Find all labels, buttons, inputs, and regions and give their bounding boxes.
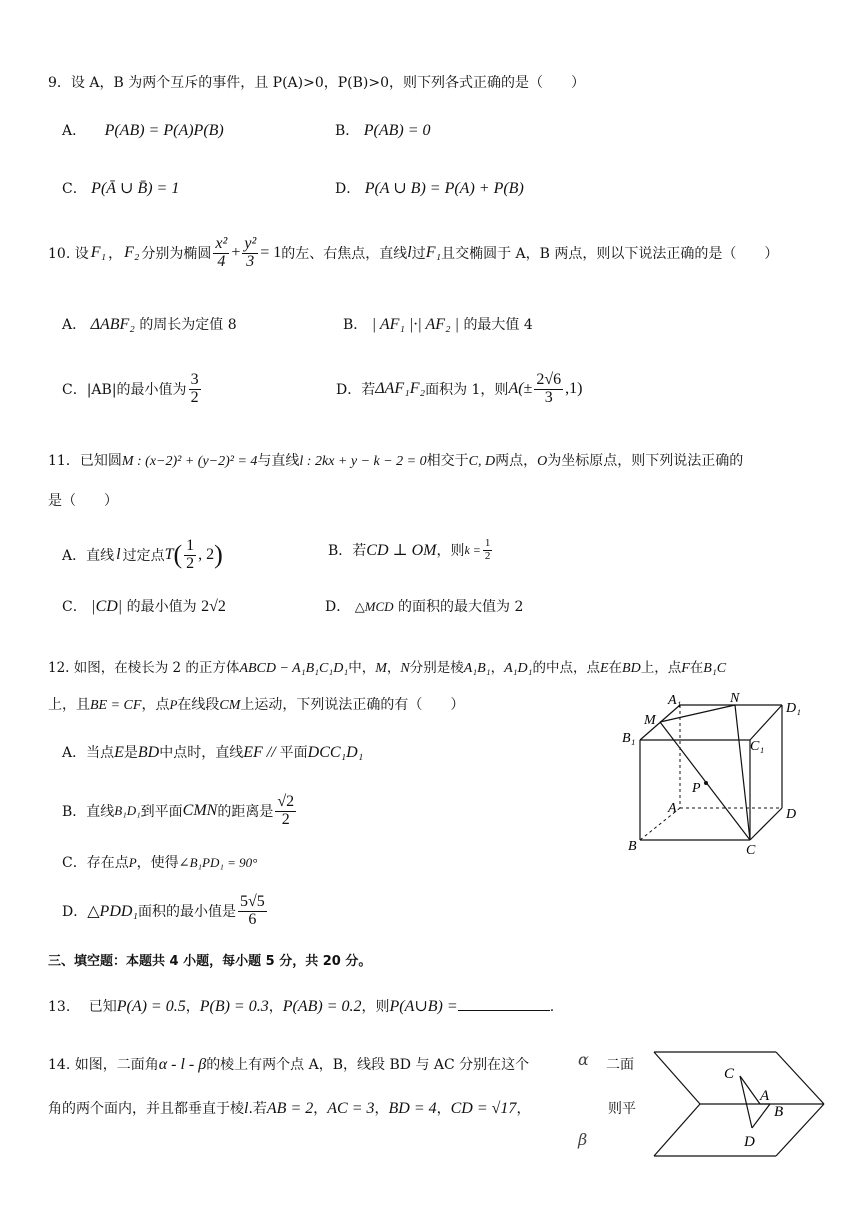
point-p — [704, 781, 708, 785]
q9-option-a — [62, 120, 224, 140]
label-a1: A₁ — [668, 693, 682, 708]
label-c1: C₁ — [750, 739, 765, 754]
option-math: 2√2 — [201, 598, 226, 615]
stem-text: 为坐标原点，则下列说法正确的 — [547, 453, 744, 469]
option-label: A． — [62, 548, 87, 565]
q10-option-c — [62, 372, 203, 407]
q13: 13. 已知P(A) = 0.5，P(B) = 0.3，P(AB) = 0.2，则P(A∪B) = . — [48, 998, 555, 1015]
math-l: l — [407, 244, 412, 262]
q12-stem-line1: 12. 如图，在棱长为 2 的正方体ABCD − A₁B₁C₁D₁中，M，N分别是棱A₁B₁，A₁D₁的中点，点E在BD上，点F在B₁C — [48, 660, 727, 676]
q12-stem-line2: 上，且BE = CF，点P在线段CM上运动，下列说法正确的有（ ） — [48, 697, 465, 713]
segment-db — [752, 1104, 770, 1128]
fraction: $\frac{\text{y²}}{3}$ — [244, 235, 257, 270]
option-math: , 2 — [198, 546, 215, 564]
cube-figure — [610, 690, 810, 860]
alpha-glyph: α — [578, 1050, 589, 1069]
q12-option-b: B． 直线 B₁D₁ 到平面 CMN 的距离是 $\frac{√2}{2}$ — [62, 793, 295, 828]
label-d: D — [744, 1134, 755, 1150]
label-b: B — [774, 1104, 784, 1120]
stem-text: 的左、右焦点，直线 — [281, 246, 408, 263]
option-math: |CD| — [91, 598, 123, 615]
label-d: D — [786, 807, 797, 822]
option-label: D． — [336, 382, 362, 399]
beta-glyph: β — [578, 1130, 588, 1149]
q10-option-d — [336, 372, 582, 407]
equals-one: = 1 — [260, 244, 282, 262]
fraction: $\frac{√2}{2}$ — [277, 793, 295, 828]
q11-option-d — [325, 596, 523, 616]
fraction: $\frac{1}{2}$ — [484, 537, 491, 562]
option-math: P(A ∪ B) = P(A) + P(B) — [364, 180, 524, 197]
stem-text: 过 — [411, 246, 426, 263]
q12-option-c: C．存在点P，使得∠B₁PD₁ = 90° — [62, 855, 258, 871]
plane-edge — [654, 1104, 700, 1156]
option-text: ，则 — [436, 543, 465, 560]
option-label: D． — [335, 181, 361, 197]
math-l: l — [116, 546, 121, 564]
label-b: B — [628, 839, 637, 854]
option-label: B． — [343, 317, 368, 333]
math-f1: F₁ — [90, 244, 107, 262]
q11-stem — [48, 450, 743, 470]
stem-text: 且交椭圆于 A，B 两点，则以下说法正确的是（ ） — [441, 246, 779, 263]
label-c: C — [746, 843, 756, 858]
option-label: C． — [62, 181, 87, 197]
option-text: 的最大值 4 — [463, 317, 533, 333]
option-math: k = — [464, 542, 481, 557]
plane-edge — [776, 1052, 824, 1104]
option-label: C． — [62, 382, 87, 399]
option-label: B． — [335, 123, 360, 139]
section-heading: 三、填空题：本题共 4 小题，每小题 5 分，共 20 分。 — [48, 954, 372, 969]
math-t: T — [164, 546, 174, 564]
option-text: 若 — [352, 543, 367, 560]
answer-blank[interactable] — [458, 996, 550, 1011]
q9-stem: 9．设 A，B 为两个互斥的事件，且 P(A)>0，P(B)>0，则下列各式正确的是（ ） — [48, 75, 586, 91]
stem-text: 11．已知圆 — [48, 453, 122, 469]
label-d1: D₁ — [786, 701, 801, 716]
q14-line1-end: 二面 — [606, 1057, 634, 1073]
stem-text: 10. 设 — [48, 246, 89, 263]
fraction: $\frac{3}{2}$ — [190, 371, 199, 406]
line-equation: l : 2kx + y − k − 2 = 0 — [299, 454, 427, 469]
option-math: ΔABF₂ — [90, 316, 135, 333]
option-math: CD ⊥ OM — [366, 542, 437, 560]
q9-option-c — [62, 178, 179, 198]
option-math: P(AB) = 0 — [363, 122, 431, 139]
q11-option-a: A． 直线 l 过定点 T ( $\frac{1}{2}$ , 2 ) — [62, 537, 223, 572]
q14-line2: 角的两个面内，并且都垂直于棱l.若AB = 2，AC = 3，BD = 4，CD = √17， — [48, 1100, 531, 1117]
math-o: O — [537, 454, 548, 469]
option-math: P(Ā ∪ B̄) = 1 — [91, 180, 180, 197]
plane-edge — [776, 1104, 824, 1156]
q9-option-d — [335, 178, 524, 198]
option-label: A． — [62, 317, 87, 333]
fraction: $\frac{\text{x²}}{4}$ — [215, 235, 228, 270]
q11-option-b — [328, 538, 494, 562]
q12-option-d: D． △PDD₁ 面积的最小值是 $\frac{5√5}{6}$ — [62, 893, 265, 928]
label-b1: B₁ — [622, 731, 636, 746]
plus-sign: + — [231, 244, 241, 262]
dihedral-figure — [652, 1046, 830, 1162]
option-label: D． — [325, 599, 351, 615]
q10-option-a — [62, 314, 237, 334]
option-label: A． — [62, 123, 87, 139]
segment-nc — [735, 705, 750, 840]
label-a: A — [668, 801, 677, 816]
q14-line2-end: 则平 — [608, 1101, 636, 1117]
option-math: △MCD — [354, 599, 394, 614]
q10-stem: 10. 设 F₁ ， F₂ 分别为椭圆 $\frac{\text{x²}}{4}$ + $\frac{\text{y²}}{3}$ = 1 的左、右焦点，直线 l 过 F₁ 且交椭圆于 A，B 两点，则以下说法正确的是（ ） — [48, 235, 779, 270]
q12-option-a: A．当点E是BD中点时，直线EF // 平面DCC₁D₁ — [62, 744, 364, 761]
option-text: 面积为 1，则 — [425, 382, 509, 399]
fraction: $\frac{2√6}{3}$ — [536, 371, 562, 406]
edge — [750, 808, 782, 840]
stem-text: 两点， — [495, 453, 538, 469]
edge — [750, 705, 782, 740]
option-math: ΔAF₁F₂ — [375, 380, 426, 398]
q10-option-b — [343, 314, 533, 334]
option-math: A(± — [508, 380, 533, 398]
q14-line1: 14. 如图，二面角α - l - β的棱上有两个点 A，B，线段 BD 与 AC 分别在这个 — [48, 1056, 530, 1073]
option-text: 直线 — [86, 548, 115, 565]
math-f1: F₁ — [425, 244, 442, 262]
circle-equation: M : (x−2)² + (y−2)² = 4 — [121, 454, 258, 469]
fraction: $\frac{1}{2}$ — [186, 537, 195, 572]
option-text: 的最小值为 — [126, 599, 197, 615]
q11-option-c — [62, 596, 226, 616]
option-text: 的周长为定值 8 — [139, 317, 237, 333]
math-f2: F₂ — [124, 244, 140, 262]
option-math: P(AB) = P(A)P(B) — [104, 122, 224, 139]
label-p: P — [692, 781, 701, 796]
plane-edge — [654, 1052, 700, 1104]
math-cd: C, D — [468, 454, 496, 469]
fraction: $\frac{5√5}{6}$ — [239, 893, 265, 928]
stem-text: 分别为椭圆 — [141, 246, 212, 263]
label-c: C — [724, 1066, 735, 1082]
stem-text: 相交于 — [426, 453, 469, 469]
option-label: B． — [328, 543, 353, 560]
option-math: | AF₁ |·| AF₂ | — [371, 316, 459, 333]
label-n: N — [730, 691, 740, 706]
math-cube: ABCD − A₁B₁C₁D₁ — [239, 661, 349, 676]
option-text: 的面积的最大值为 2 — [398, 599, 524, 615]
stem-text: 与直线 — [257, 453, 300, 469]
option-text: 若 — [361, 382, 376, 399]
q9-option-b — [335, 120, 431, 140]
label-a: A — [760, 1088, 770, 1104]
option-math: ,1) — [565, 380, 583, 398]
option-label: C． — [62, 599, 87, 615]
label-m: M — [644, 713, 656, 728]
q11-stem-line2: 是（ ） — [48, 493, 118, 509]
option-text: 过定点 — [122, 548, 165, 565]
option-text: |AB|的最小值为 — [86, 382, 187, 399]
